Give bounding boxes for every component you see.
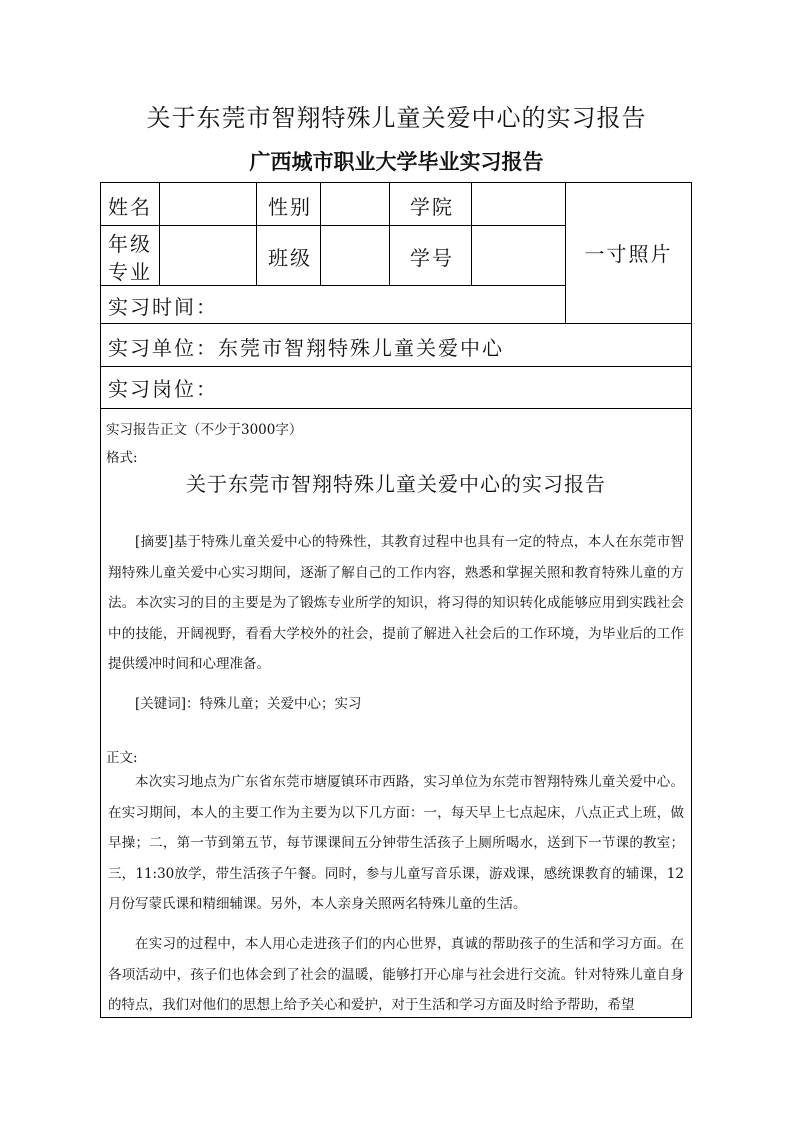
student-id-label: 学号 bbox=[410, 245, 454, 270]
row-divider bbox=[100, 366, 692, 367]
report-inner-title: 关于东莞市智翔特殊儿童关爱中心的实习报告 bbox=[186, 472, 606, 496]
class-field[interactable] bbox=[321, 226, 388, 284]
major-label: 专业 bbox=[108, 259, 152, 284]
grade-major-field[interactable] bbox=[160, 226, 255, 284]
period-label: 实习时间： bbox=[108, 294, 218, 319]
photo-placeholder bbox=[566, 183, 691, 322]
keywords-line: [关键词]：特殊儿童；关爱中心；实习 bbox=[135, 696, 362, 712]
document-title: 关于东莞市智翔特殊儿童关爱中心的实习报告 bbox=[146, 104, 647, 132]
college-field[interactable] bbox=[472, 183, 564, 224]
column-divider bbox=[389, 182, 390, 285]
name-field[interactable] bbox=[160, 183, 255, 224]
report-heading: 实习报告正文（不少于3000字） bbox=[106, 422, 303, 438]
row-divider bbox=[100, 408, 692, 409]
format-label: 格式: bbox=[106, 450, 138, 466]
gender-label: 性别 bbox=[268, 194, 312, 219]
row-divider bbox=[100, 323, 692, 324]
abstract-paragraph: [摘要]基于特殊儿童关爱中心的特殊性，其教育过程中也具有一定的特点，本人在东莞市智翔特殊儿童关爱中心实习期间，逐渐了解自己的工作内容，熟悉和掌握关照和教育特殊儿童的方法。本次实习的目的主要是为了锻炼专业所学的知识，将习得的知识转化成能够应用到实践社会中的技能，开阔视野，看看大学校外的社会，提前了解进入社会后的工作环境，为毕业后的工作提供缓冲时间和心理准备。 bbox=[108, 534, 684, 672]
body-paragraph-2: 在实习的过程中，本人用心走进孩子们的内心世界，真诚的帮助孩子的生活和学习方面。在各项活动中，孩子们也体会到了社会的温暖，能够打开心扉与社会进行交流。针对特殊儿童自身的特点，我们对他们的思想上给予关心和爱护，对于生活和学习方面及时给予帮助，希望 bbox=[108, 936, 684, 1013]
body-paragraph-1: 本次实习地点为广东省东莞市塘厦镇环市西路，实习单位为东莞市智翔特殊儿童关爱中心。在实习期间，本人的主要工作为主要为以下几方面：一，每天早上七点起床，八点正式上班，做早操；二，第一节到第五节，每节课课间五分钟带生活孩子上厕所喝水，送到下一节课的教室；三，11:30放学，带生活孩子午餐。同时，参与儿童写音乐课，游戏课，感统课教育的辅课，12月份写蒙氏课和精细辅课。另外，本人亲身关照两名特殊儿童的生活。 bbox=[108, 774, 684, 912]
class-label: 班级 bbox=[268, 245, 312, 270]
position-label: 实习岗位： bbox=[108, 376, 218, 401]
grade-label: 年级 bbox=[108, 231, 152, 256]
student-id-field[interactable] bbox=[472, 226, 564, 284]
name-label: 姓名 bbox=[108, 194, 152, 219]
column-divider bbox=[256, 182, 257, 285]
row-divider bbox=[100, 285, 565, 286]
body-label: 正文: bbox=[106, 750, 138, 766]
gender-field[interactable] bbox=[321, 183, 388, 224]
photo-label: 一寸照片 bbox=[584, 242, 673, 266]
unit-label: 实习单位：东莞市智翔特殊儿童关爱中心 bbox=[108, 335, 504, 360]
college-label: 学院 bbox=[410, 194, 454, 219]
document-subtitle: 广西城市职业大学毕业实习报告 bbox=[249, 150, 544, 174]
